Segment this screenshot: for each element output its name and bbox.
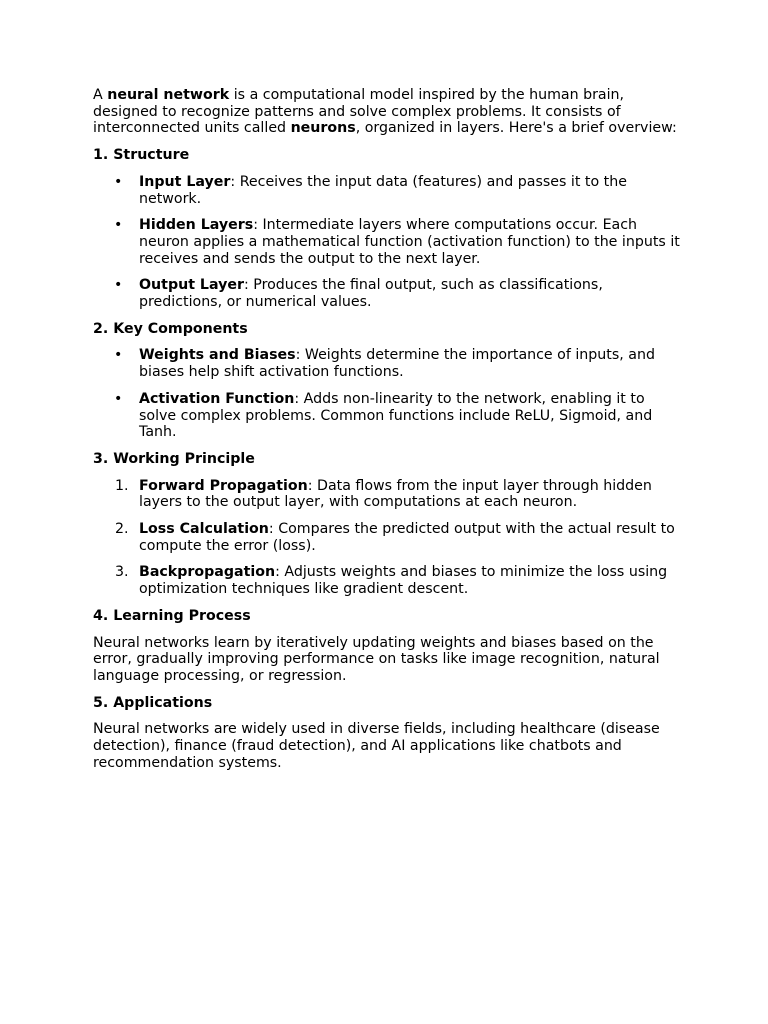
section-heading-working-principle: 3. Working Principle xyxy=(93,450,255,467)
section-heading-structure: 1. Structure xyxy=(93,147,190,164)
section-heading-learning-process: 4. Learning Process xyxy=(93,607,251,624)
intro-term-neural-network: neural network xyxy=(107,87,230,103)
bullet-marker: • xyxy=(114,347,123,364)
list-item-text: : Weights determine the importance of inputs, and biases help shift activation functions. xyxy=(139,347,655,381)
bullet-marker: • xyxy=(114,173,123,190)
list-item xyxy=(93,521,683,554)
intro-term-neurons: neurons xyxy=(290,120,356,137)
list-item-text: : Adds non-linearity to the network, enabling it to solve complex problems. Common functions include ReLU, Sigmoid, and Tanh. xyxy=(139,390,653,441)
components-list xyxy=(93,347,683,441)
list-item xyxy=(93,347,683,380)
intro-paragraph xyxy=(93,87,683,137)
list-item xyxy=(93,564,683,597)
list-item-text: : Receives the input data (features) and passes it to the network. xyxy=(139,173,627,207)
bullet-marker: • xyxy=(114,217,123,234)
document-body xyxy=(93,87,683,782)
list-item-text: : Data flows from the input layer through hidden layers to the output layer, with computations at each neuron. xyxy=(139,477,652,511)
structure-list xyxy=(93,174,683,311)
list-item-term: Hidden Layers xyxy=(139,217,254,234)
list-item-term: Weights and Biases xyxy=(139,347,296,364)
list-item-text: : Intermediate layers where computations occur. Each neuron applies a mathematical function (activation function) to the inputs it receives and sends the output to the next layer. xyxy=(139,217,680,267)
principle-list xyxy=(93,478,683,598)
list-item-term: Backpropagation xyxy=(139,564,276,581)
list-number: 3. xyxy=(115,564,129,581)
list-item-term: Forward Propagation xyxy=(139,477,308,494)
list-item-term: Activation Function xyxy=(139,390,295,407)
list-item xyxy=(93,478,683,511)
list-item-text: : Produces the final output, such as classifications, predictions, or numerical values. xyxy=(139,277,603,311)
bullet-marker: • xyxy=(114,277,123,294)
list-item xyxy=(93,391,683,441)
list-item-text: : Compares the predicted output with the actual result to compute the error (loss). xyxy=(139,521,675,554)
list-item xyxy=(93,217,683,267)
intro-text-1: A xyxy=(93,87,108,103)
list-item xyxy=(93,174,683,207)
list-item-term: Input Layer xyxy=(139,173,231,190)
applications-paragraph: Neural networks are widely used in diverse fields, including healthcare (disease detection), finance (fraud detection), and AI applications like chatbots and recommendation systems. xyxy=(93,721,660,771)
list-item xyxy=(93,277,683,310)
list-number: 1. xyxy=(115,477,129,494)
learning-process-paragraph: Neural networks learn by iteratively updating weights and biases based on the error, gradually improving performance on tasks like image recognition, natural language processing, or regression. xyxy=(93,634,660,684)
list-item-term: Output Layer xyxy=(139,277,244,294)
list-number: 2. xyxy=(115,521,129,538)
bullet-marker: • xyxy=(114,390,123,407)
list-item-term: Loss Calculation xyxy=(139,521,269,538)
intro-text-3: , organized in layers. Here's a brief overview: xyxy=(355,120,677,137)
list-item-text: : Adjusts weights and biases to minimize the loss using optimization techniques like gradient descent. xyxy=(139,564,668,598)
section-heading-key-components: 2. Key Components xyxy=(93,320,248,337)
intro-text-2: is a computational model inspired by the human brain, designed to recognize patterns and solve complex problems. It consists of interconnected units called xyxy=(93,87,625,137)
section-heading-applications: 5. Applications xyxy=(93,694,213,711)
